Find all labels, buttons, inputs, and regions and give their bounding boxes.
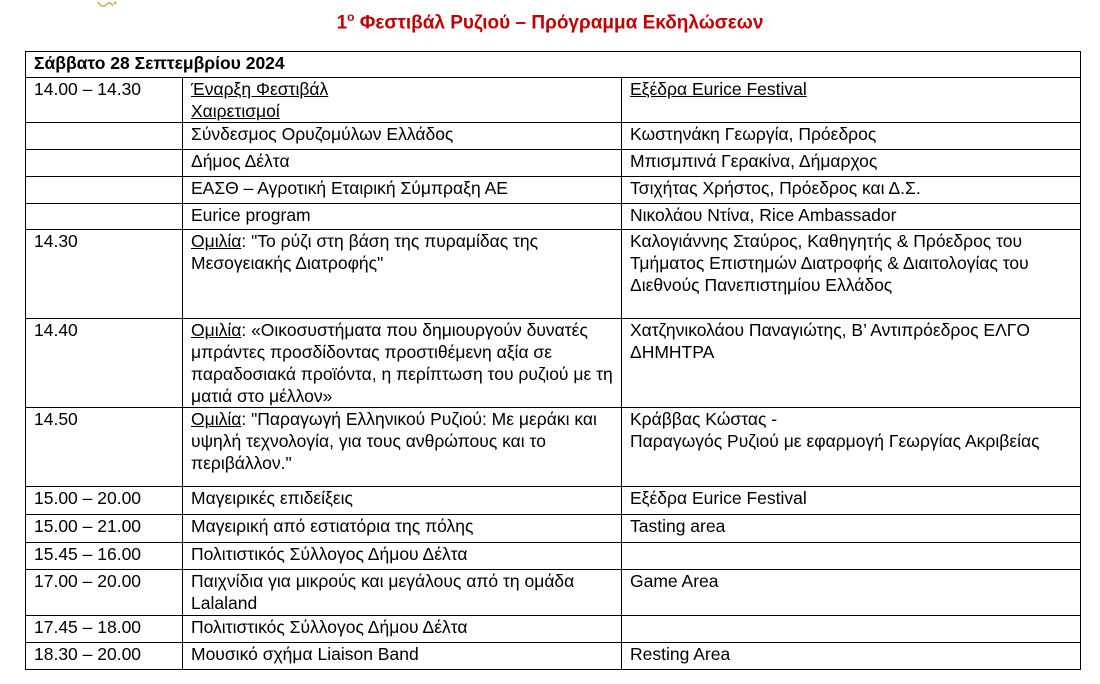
time-cell bbox=[26, 204, 183, 230]
time-cell: 14.40 bbox=[26, 319, 183, 408]
schedule-row bbox=[26, 515, 1081, 543]
event-cell: Eurice program bbox=[183, 204, 622, 230]
schedule-table bbox=[25, 51, 1081, 670]
schedule-rows bbox=[26, 78, 1081, 670]
speaker-place-cell: Resting Area bbox=[622, 643, 1081, 670]
page-title: $1^o$ Φεστιβάλ Ρυζιού – Πρόγραμμα Εκδηλώσεων bbox=[336, 10, 764, 34]
speaker-place-cell: Εξέδρα Eurice Festival bbox=[622, 487, 1081, 515]
speaker-place-cell: Χατζηνικολάου Παναγιώτης, Β’ Αντιπρόεδρος ΕΛΓΟ ΔΗΜΗΤΡΑ bbox=[622, 319, 1081, 408]
event-cell: Σύνδεσμος Ορυζομύλων Ελλάδος bbox=[183, 123, 622, 150]
schedule-row bbox=[26, 150, 1081, 177]
schedule-row bbox=[26, 487, 1081, 515]
speaker-place-cell bbox=[622, 543, 1081, 570]
speaker-place-cell: Tasting area bbox=[622, 515, 1081, 543]
schedule-row bbox=[26, 177, 1081, 204]
event-cell: Παιχνίδια για μικρούς και μεγάλους από τη ομάδα Lalaland bbox=[183, 570, 622, 616]
time-cell bbox=[26, 177, 183, 204]
time-cell: 15.45 – 16.00 bbox=[26, 543, 183, 570]
event-cell: ΕΑΣΘ – Αγροτική Εταιρική Σύμπραξη ΑΕ bbox=[183, 177, 622, 204]
speaker-place-cell: Game Area bbox=[622, 570, 1081, 616]
schedule-row bbox=[26, 616, 1081, 643]
speaker-place-cell: Εξέδρα Eurice Festival bbox=[622, 78, 1081, 123]
event-cell: Πολιτιστικός Σύλλογος Δήμου Δέλτα bbox=[183, 616, 622, 643]
time-cell bbox=[26, 150, 183, 177]
speaker-place-cell: Μπισμπινά Γερακίνα, Δήμαρχος bbox=[622, 150, 1081, 177]
event-cell: Έναρξη Φεστιβάλ Χαιρετισμοί bbox=[183, 78, 622, 123]
day-header: Σάββατο 28 Σεπτεμβρίου 2024 bbox=[26, 52, 1081, 78]
time-cell: 14.00 – 14.30 bbox=[26, 78, 183, 123]
schedule-row bbox=[26, 204, 1081, 230]
speaker-place-cell bbox=[622, 616, 1081, 643]
time-cell bbox=[26, 123, 183, 150]
speaker-place-cell: Κράββας Κώστας - Παραγωγός Ρυζιού με εφαρμογή Γεωργίας Ακριβείας bbox=[622, 408, 1081, 487]
schedule-row bbox=[26, 319, 1081, 408]
event-cell: Μουσικό σχήμα Liaison Band bbox=[183, 643, 622, 670]
event-cell: Ομιλία: "Παραγωγή Ελληνικού Ρυζιού: Με μεράκι και υψηλή τεχνολογία, για τους ανθρώπους και το περιβάλλον." bbox=[183, 408, 622, 487]
event-cell: Ομιλία: «Οικοσυστήματα που δημιουργούν δυνατές μπράντες προσδίδοντας προστιθέμενη αξία σε παραδοσιακά προϊόντα, η περίπτωση του ρυζιού με τη ματιά στο μέλλον» bbox=[183, 319, 622, 408]
time-cell: 17.00 – 20.00 bbox=[26, 570, 183, 616]
time-cell: 15.00 – 21.00 bbox=[26, 515, 183, 543]
schedule-row bbox=[26, 123, 1081, 150]
event-cell: Δήμος Δέλτα bbox=[183, 150, 622, 177]
speaker-place-cell: Νικολάου Ντίνα, Rice Ambassador bbox=[622, 204, 1081, 230]
time-cell: 17.45 – 18.00 bbox=[26, 616, 183, 643]
time-cell: 14.30 bbox=[26, 230, 183, 319]
schedule-row bbox=[26, 230, 1081, 319]
schedule-row bbox=[26, 643, 1081, 670]
logo-fragment bbox=[96, 0, 118, 10]
day-header-row bbox=[26, 52, 1081, 78]
time-cell: 18.30 – 20.00 bbox=[26, 643, 183, 670]
event-cell: Ομιλία: "Το ρύζι στη βάση της πυραμίδας της Μεσογειακής Διατροφής" bbox=[183, 230, 622, 319]
schedule-row bbox=[26, 408, 1081, 487]
event-cell: Μαγειρικές επιδείξεις bbox=[183, 487, 622, 515]
speaker-place-cell: Κωστηνάκη Γεωργία, Πρόεδρος bbox=[622, 123, 1081, 150]
time-cell: 14.50 bbox=[26, 408, 183, 487]
time-cell: 15.00 – 20.00 bbox=[26, 487, 183, 515]
event-cell: Πολιτιστικός Σύλλογος Δήμου Δέλτα bbox=[183, 543, 622, 570]
speaker-place-cell: Καλογιάννης Σταύρος, Καθηγητής & Πρόεδρος του Τμήματος Επιστημών Διατροφής & Διαιτολογίας του Διεθνούς Πανεπιστημίου Ελλάδος bbox=[622, 230, 1081, 319]
event-cell: Μαγειρική από εστιατόρια της πόλης bbox=[183, 515, 622, 543]
schedule-row bbox=[26, 78, 1081, 123]
schedule-row bbox=[26, 570, 1081, 616]
speaker-place-cell: Τσιχήτας Χρήστος, Πρόεδρος και Δ.Σ. bbox=[622, 177, 1081, 204]
schedule-row bbox=[26, 543, 1081, 570]
